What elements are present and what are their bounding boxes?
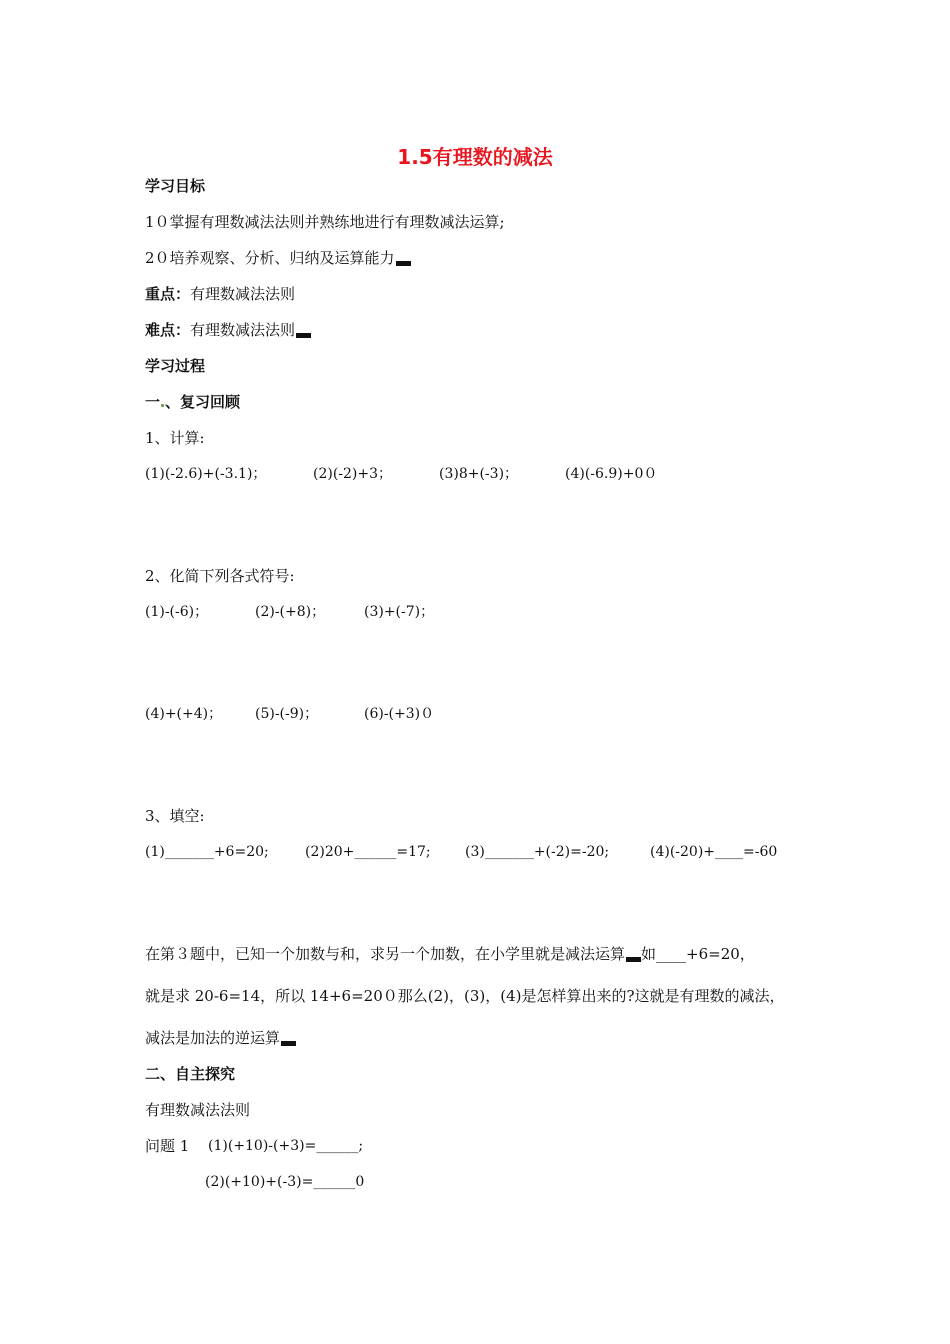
paragraph-line-2: 就是求 20-6=14，所以 14+6=20０那么(2)，(3)，(4)是怎样算出来的?这就是有理数的减法，	[145, 987, 785, 1005]
q3-item-1: (1)_______+6=20;	[145, 844, 269, 860]
paragraph-line-1-text: 在第３题中，已知一个加数与和，求另一个加数，在小学里就是减法运算	[145, 945, 626, 963]
difficult-point-line	[145, 320, 311, 340]
goal-1: 1０掌握有理数减法法则并熟练地进行有理数减法运算;	[145, 213, 505, 231]
paragraph-line-3-text: 减法是加法的逆运算	[145, 1029, 281, 1047]
key-point-line	[145, 284, 295, 304]
q2-item-2: (2)-(+8)；	[255, 604, 326, 620]
q1-label: 1、计算:	[145, 429, 205, 447]
q3-label: 3、填空:	[145, 807, 205, 825]
q1-item-1: (1)(-2.6)+(-3.1)；	[145, 466, 267, 482]
review-heading	[145, 392, 240, 412]
q1-item-4: (4)(-6.9)+0０	[565, 466, 658, 482]
question-1-part-2: (2)(+10)+(-3)=______0	[205, 1174, 365, 1190]
q3-item-3: (3)_______+(-2)=-20;	[465, 844, 610, 860]
period-mark-icon	[281, 1041, 296, 1046]
review-heading-text: 、复习回顾	[165, 393, 241, 411]
paragraph-line-1	[145, 944, 755, 964]
goal-2: 2０培养观察、分析、归纳及运算能力	[145, 249, 395, 267]
paragraph-line-3	[145, 1028, 296, 1048]
difficult-point-text: 有理数减法法则	[190, 321, 296, 339]
dot-mark-icon	[161, 404, 164, 407]
q2-item-6: (6)-(+3)０	[364, 706, 435, 722]
period-mark-icon	[296, 333, 311, 338]
q2-label: 2、化简下列各式符号:	[145, 567, 295, 585]
key-point-label: 重点：	[145, 285, 191, 303]
q3-item-2: (2)20+______=17;	[305, 844, 431, 860]
q1-item-3: (3)8+(-3)；	[439, 466, 519, 482]
question-1-part-1: (1)(+10)-(+3)=______;	[208, 1138, 364, 1154]
review-heading-number: 一	[145, 393, 161, 411]
q2-item-5: (5)-(-9)；	[255, 706, 319, 722]
q2-item-1: (1)-(-6)；	[145, 604, 209, 620]
q2-item-3: (3)+(-7)；	[364, 604, 435, 620]
goal-2-line	[145, 248, 411, 268]
explore-heading: 二、自主探究	[145, 1065, 236, 1083]
page-title: 1.5有理数的减法	[397, 145, 553, 169]
paragraph-line-1-example: 如____+6=20，	[641, 945, 755, 963]
question-1-label: 问题 1	[145, 1137, 190, 1155]
q1-item-2: (2)(-2)+3；	[313, 466, 393, 482]
key-point-text: 有理数减法法则	[190, 285, 296, 303]
process-heading: 学习过程	[145, 357, 206, 375]
q2-item-4: (4)+(+4)；	[145, 706, 223, 722]
period-mark-icon	[396, 261, 411, 266]
goals-heading: 学习目标	[145, 177, 206, 195]
period-mark-icon	[626, 957, 641, 962]
q3-item-4: (4)(-20)+____=-60	[650, 844, 778, 860]
difficult-point-label: 难点：	[145, 321, 191, 339]
explore-subheading: 有理数减法法则	[145, 1101, 251, 1119]
